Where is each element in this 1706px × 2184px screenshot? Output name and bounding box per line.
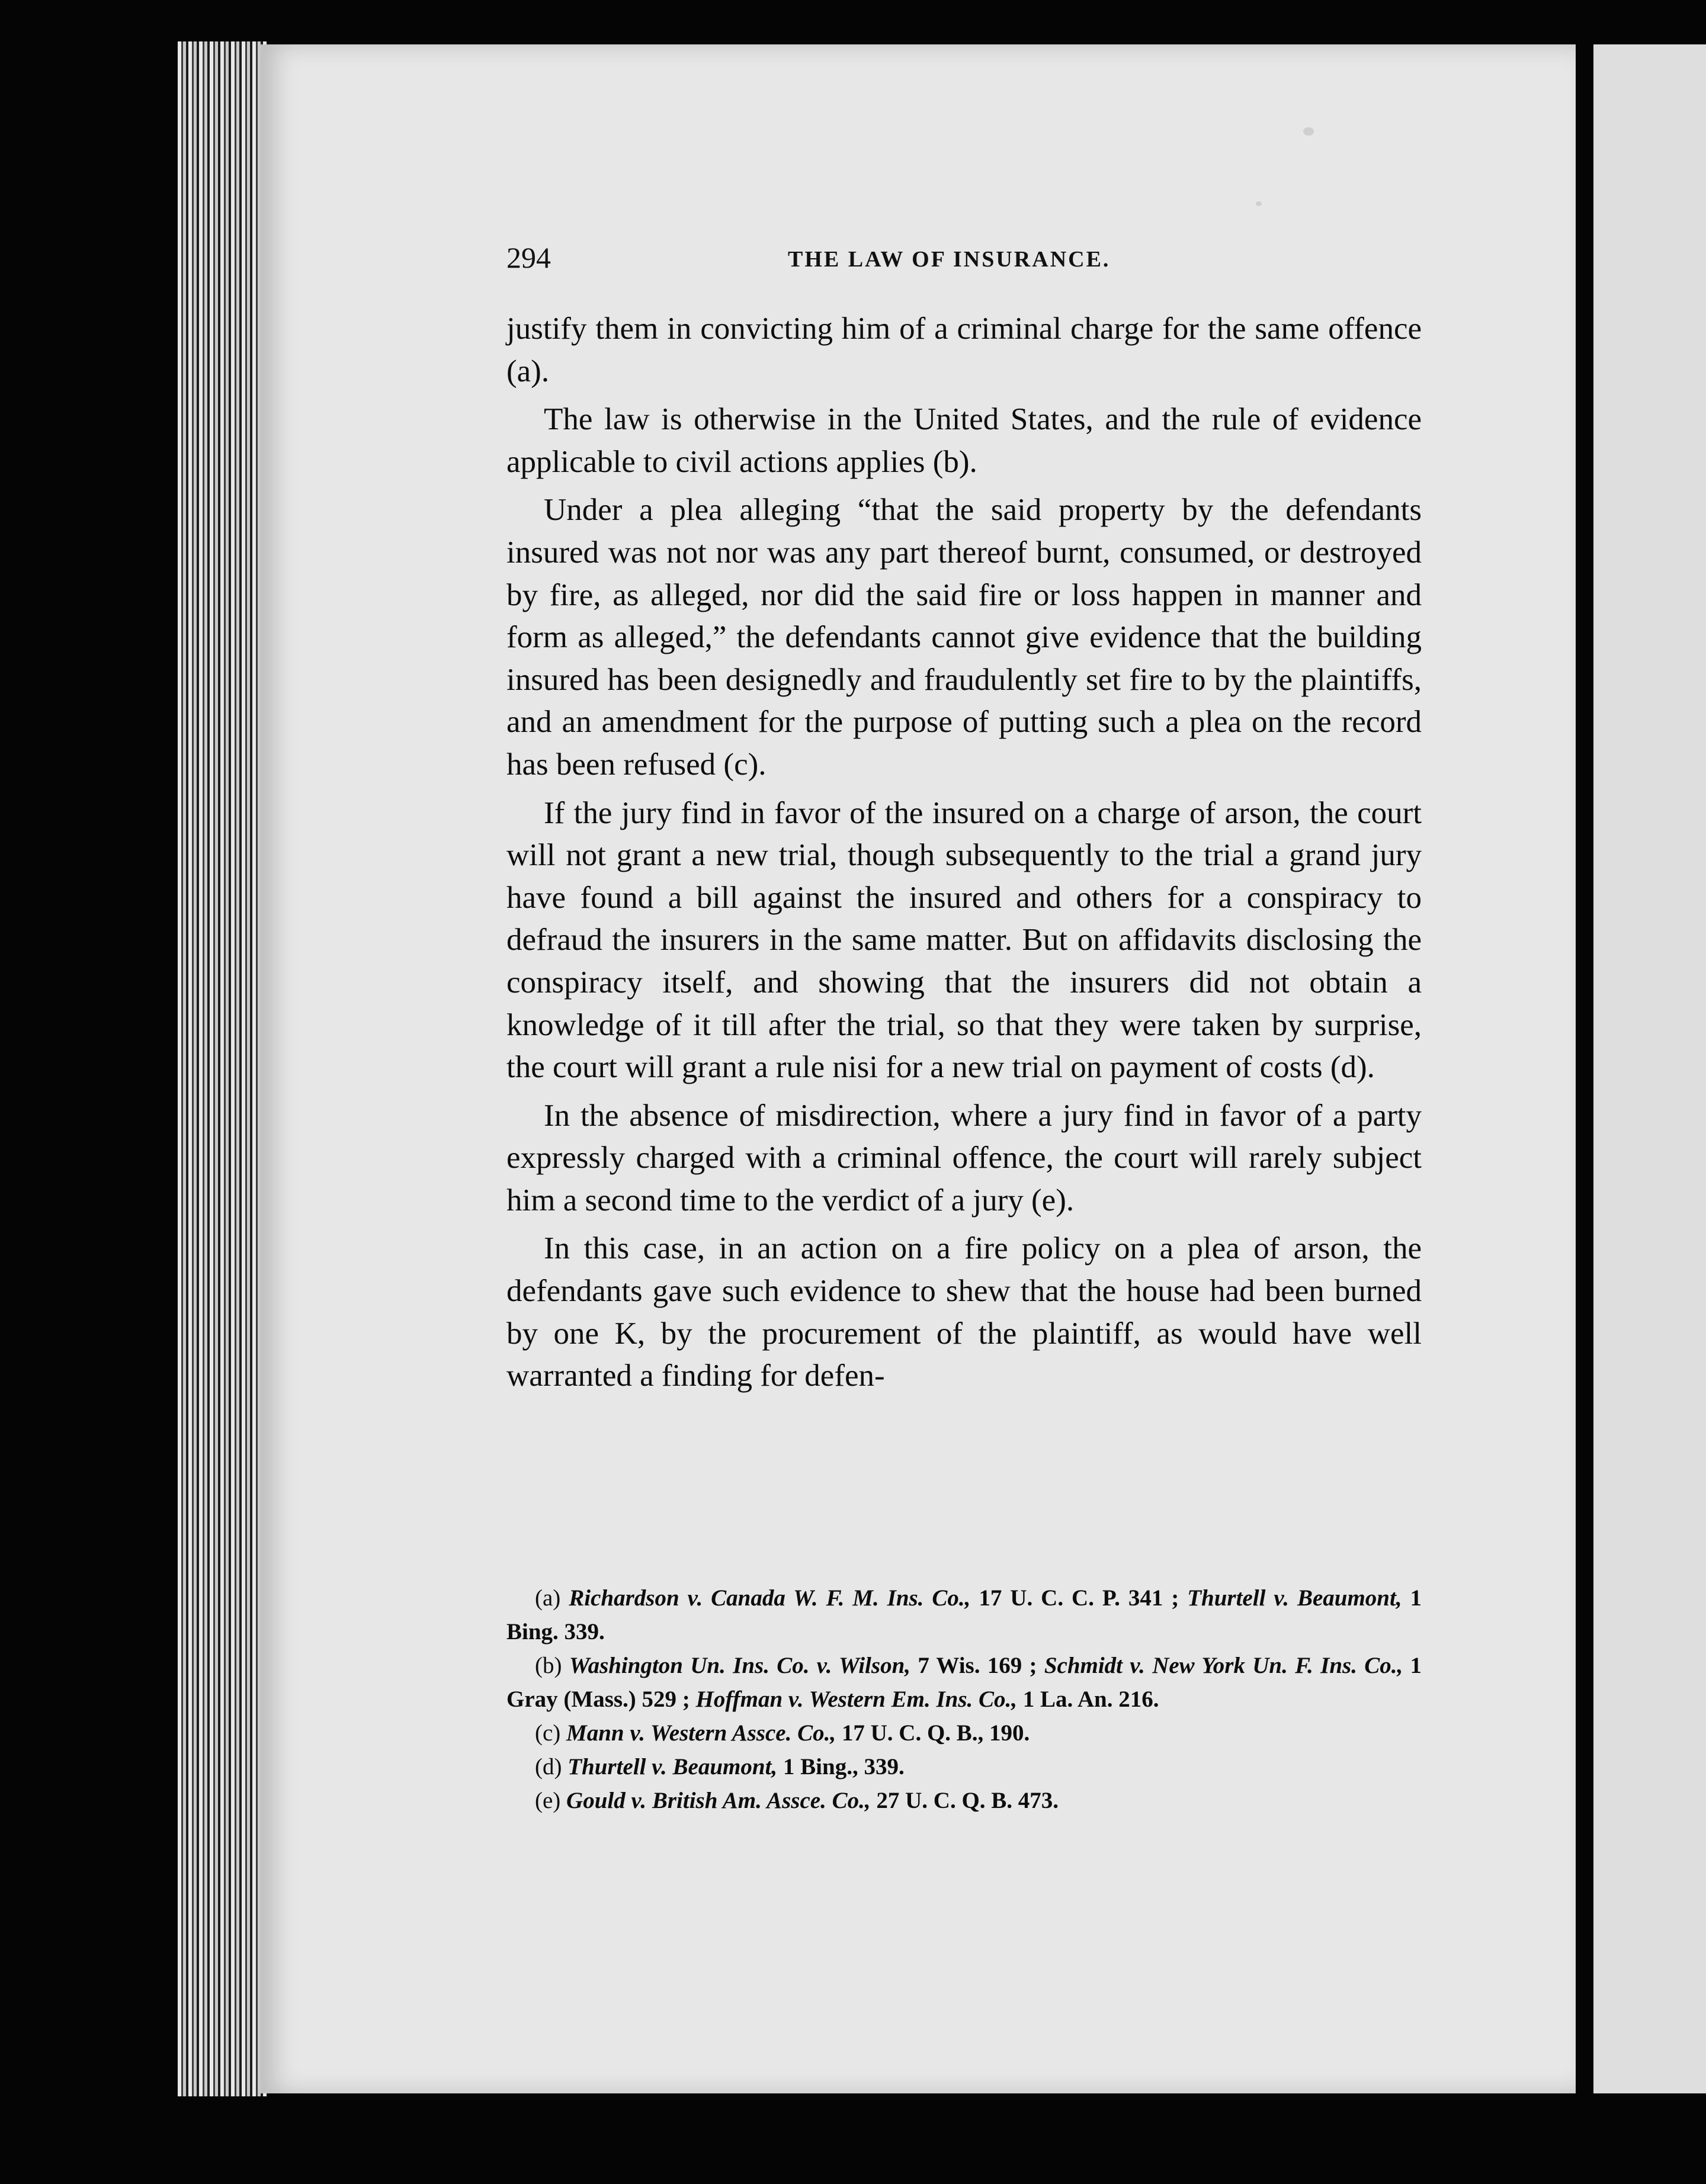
facing-page-edge — [1593, 44, 1706, 2093]
page-header — [506, 240, 1422, 282]
citation: 1 Gray (Mass.) 529 ; — [506, 1653, 1422, 1712]
footnote-mark: (d) — [535, 1754, 562, 1780]
footnotes — [506, 1581, 1422, 1817]
citation: 17 U. C. C. P. 341 ; — [979, 1585, 1179, 1611]
footnote-mark: (e) — [535, 1788, 561, 1813]
scan-speck — [1303, 127, 1314, 136]
case-name: Washington Un. Ins. Co. v. Wilson, — [569, 1653, 911, 1678]
page-number: 294 — [506, 241, 551, 274]
citation: 17 U. C. Q. B., 190. — [841, 1720, 1030, 1746]
footnote-e — [506, 1784, 1422, 1817]
footnote-mark: (a) — [535, 1585, 561, 1611]
footnote-c — [506, 1716, 1422, 1750]
footnote-a — [506, 1581, 1422, 1649]
citation: 1 La. An. 216. — [1022, 1687, 1159, 1712]
case-name: Thurtell v. Beaumont, — [1187, 1585, 1402, 1611]
footnote-d — [506, 1750, 1422, 1784]
case-name: Schmidt v. New York Un. F. Ins. Co., — [1044, 1653, 1403, 1678]
case-name: Thurtell v. Beaumont, — [567, 1754, 778, 1780]
case-name: Hoffman v. Western Em. Ins. Co., — [695, 1687, 1018, 1712]
body-text — [506, 308, 1422, 1403]
footnote-b — [506, 1649, 1422, 1716]
citation: 27 U. C. Q. B. 473. — [876, 1788, 1059, 1813]
citation: 7 Wis. 169 ; — [918, 1653, 1037, 1678]
footnote-mark: (b) — [535, 1653, 562, 1678]
paragraph: The law is otherwise in the United States, and the rule of evidence applicable to civil actions applies (b). — [506, 402, 1422, 479]
case-name: Gould v. British Am. Assce. Co., — [566, 1788, 871, 1813]
citation: 1 Bing., 339. — [783, 1754, 905, 1780]
paragraph: In the absence of misdirection, where a jury find in favor of a party expressly charged with a criminal offence, the court will rarely subject him a second time to the verdict of a jury (e). — [506, 1098, 1422, 1218]
scan-speck — [1256, 201, 1262, 206]
paragraph: justify them in convicting him of a criminal charge for the same offence (a). — [506, 311, 1422, 388]
citation: 1 Bing. 339. — [506, 1585, 1422, 1645]
paragraph: Under a plea alleging “that the said property by the defendants insured was not nor was any part thereof burnt, consumed, or destroyed by fire, as alleged, nor did the said fire or loss happen in manner and form as alleged,” the defendants cannot give evidence that the building insured has been designedly and fraudulently set fire to by the plaintiffs, and an amendment for the purpose of putting such a plea on the record has been refused (c). — [506, 493, 1422, 782]
case-name: Richardson v. Canada W. F. M. Ins. Co., — [569, 1585, 971, 1611]
paragraph: If the jury find in favor of the insured on a charge of arson, the court will not grant a new trial, though subsequently to the trial a grand jury have found a bill against the insured and others for a conspiracy to defraud the insurers in the same matter. But on affidavits disclosing the conspiracy itself, and showing that the insurers did not obtain a knowledge of it till after the trial, so that they were taken by surprise, the court will grant a rule nisi for a new trial on payment of costs (d). — [506, 795, 1422, 1085]
running-head: THE LAW OF INSURANCE. — [788, 247, 1111, 272]
case-name: Mann v. Western Assce. Co., — [566, 1720, 836, 1746]
footnote-mark: (c) — [535, 1720, 561, 1746]
book-spine-page-edges — [178, 41, 267, 2096]
paragraph: In this case, in an action on a fire policy on a plea of arson, the defendants gave such evidence to shew that the house had been burned by one K, by the procurement of the plaintiff, as would have well warranted a finding for defen- — [506, 1231, 1422, 1393]
